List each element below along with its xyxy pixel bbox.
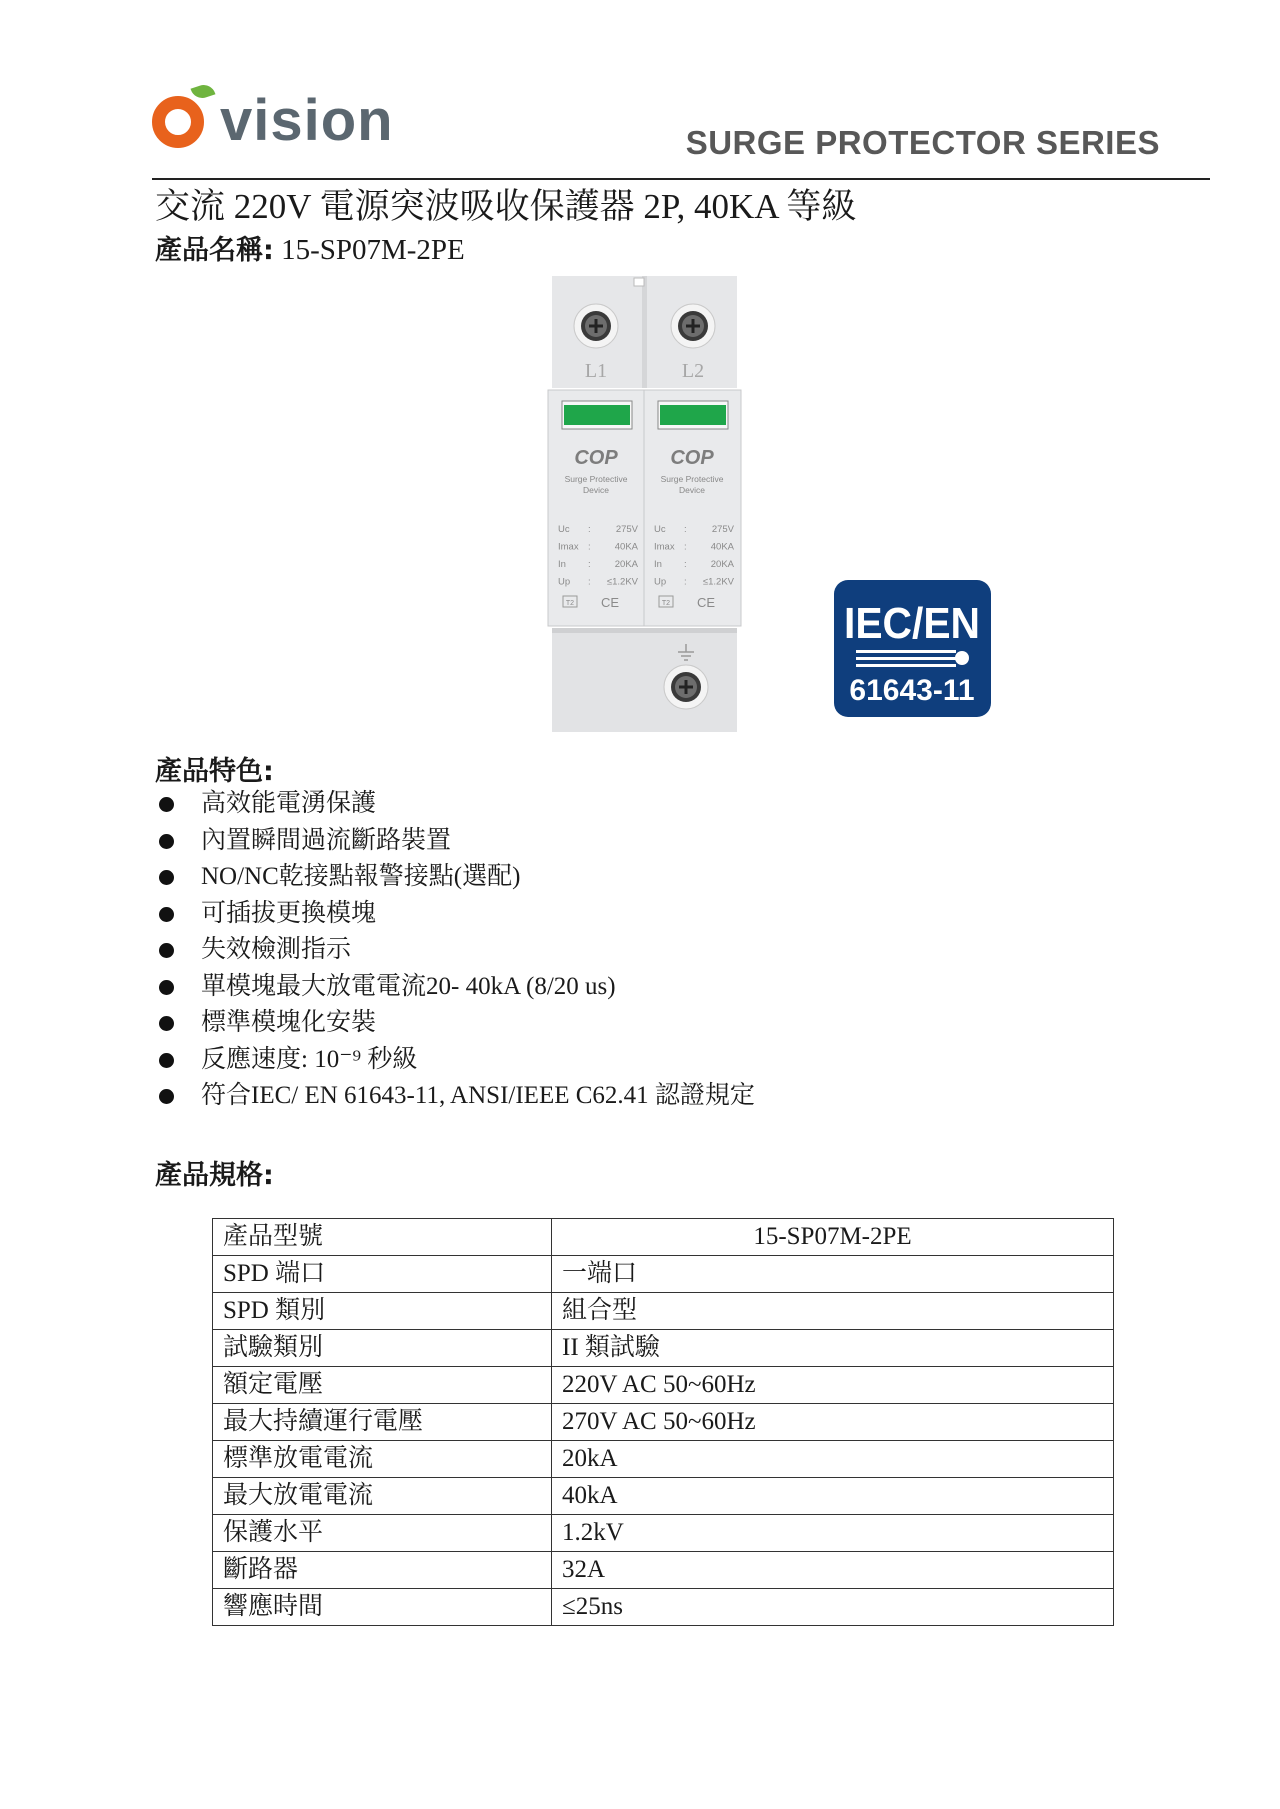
module-spec-key: Up bbox=[654, 576, 667, 588]
feature-text: 內置瞬間過流斷路裝置 bbox=[201, 826, 452, 854]
logo-ring-icon bbox=[152, 96, 204, 148]
table-row bbox=[213, 1589, 1114, 1626]
feature-text: 失效檢測指示 bbox=[201, 936, 352, 963]
module-spec-sep: : bbox=[684, 541, 687, 553]
module-spec-value: ≤1.2KV bbox=[606, 576, 638, 588]
table-row bbox=[213, 1256, 1114, 1293]
screw-icon bbox=[671, 304, 715, 348]
ce-mark-icon: CE bbox=[696, 595, 716, 610]
module-spec-key: Up bbox=[558, 576, 571, 588]
bullet-icon bbox=[159, 834, 174, 849]
spec-value: 20kA bbox=[552, 1441, 1114, 1478]
table-row bbox=[213, 1515, 1114, 1552]
module-spec-value: 275V bbox=[615, 524, 638, 535]
product-photo bbox=[546, 274, 743, 734]
badge-line2: 61643-11 bbox=[849, 674, 975, 707]
bullet-icon bbox=[159, 870, 174, 885]
feature-item bbox=[155, 969, 1155, 1006]
features-heading: 產品特色: bbox=[155, 756, 274, 787]
module-spec-sep: : bbox=[588, 541, 591, 553]
spec-value: 40kA bbox=[552, 1478, 1114, 1515]
bullet-icon bbox=[159, 1089, 174, 1104]
status-indicator bbox=[564, 405, 630, 425]
spec-key: 響應時間 bbox=[213, 1589, 552, 1626]
spd-module bbox=[548, 390, 645, 626]
module-spec-key: Imax bbox=[558, 541, 579, 553]
spec-key: 最大放電電流 bbox=[213, 1478, 552, 1515]
product-name-value: 15-SP07M-2PE bbox=[281, 234, 465, 266]
spec-key: 產品型號 bbox=[213, 1219, 552, 1256]
spec-key: 標準放電電流 bbox=[213, 1441, 552, 1478]
module-spec-sep: : bbox=[684, 576, 687, 588]
badge-line1: IEC/EN bbox=[844, 599, 980, 648]
module-spec-sep: : bbox=[684, 524, 687, 535]
module-brand: COP bbox=[670, 447, 714, 469]
product-name bbox=[155, 230, 465, 271]
spec-heading: 產品規格: bbox=[155, 1160, 274, 1191]
feature-item bbox=[155, 786, 1155, 823]
logo-text: vision bbox=[220, 88, 394, 153]
feature-text: 高效能電湧保護 bbox=[201, 790, 377, 817]
feature-text: 標準模塊化安裝 bbox=[201, 1009, 377, 1036]
table-row bbox=[213, 1330, 1114, 1367]
spec-key: 斷路器 bbox=[213, 1552, 552, 1589]
ce-mark-icon: CE bbox=[600, 595, 620, 610]
spec-value: 220V AC 50~60Hz bbox=[552, 1367, 1114, 1404]
feature-item bbox=[155, 1042, 1155, 1079]
bullet-icon bbox=[159, 943, 174, 958]
feature-text: 反應速度: 10⁻⁹ 秒級 bbox=[201, 1045, 418, 1073]
document-title: 交流 220V 電源突波吸收保護器 2P, 40KA 等級 bbox=[155, 187, 857, 226]
spec-value: 270V AC 50~60Hz bbox=[552, 1404, 1114, 1441]
spec-value: II 類試驗 bbox=[552, 1330, 1114, 1367]
module-spec-key: Imax bbox=[654, 541, 675, 553]
terminal-label-l2: L2 bbox=[681, 360, 705, 382]
table-row bbox=[213, 1367, 1114, 1404]
module-spec-key: In bbox=[654, 559, 662, 570]
module-spec-sep: : bbox=[588, 524, 591, 535]
header-divider bbox=[152, 178, 1210, 180]
feature-text: NO/NC乾接點報警接點(選配) bbox=[201, 863, 521, 890]
module-spec-value: 20KA bbox=[710, 559, 734, 570]
module-spec-value: 40KA bbox=[710, 541, 734, 553]
status-indicator bbox=[660, 405, 726, 425]
feature-item bbox=[155, 932, 1155, 969]
table-row bbox=[213, 1478, 1114, 1515]
module-spec-value: 275V bbox=[711, 524, 734, 535]
class-mark: T2 bbox=[661, 600, 671, 607]
module-desc-line2: Device bbox=[679, 485, 705, 495]
table-row bbox=[213, 1441, 1114, 1478]
module-spec-key: In bbox=[558, 559, 566, 570]
product-name-label: 產品名稱: bbox=[155, 235, 274, 266]
module-spec-sep: : bbox=[588, 576, 591, 588]
table-row bbox=[213, 1552, 1114, 1589]
module-brand: COP bbox=[574, 447, 618, 469]
table-row bbox=[213, 1404, 1114, 1441]
feature-item bbox=[155, 1078, 1155, 1115]
features-list bbox=[155, 786, 1155, 1115]
module-spec-value: 20KA bbox=[614, 559, 638, 570]
module-desc-line1: Surge Protective bbox=[564, 474, 628, 484]
spec-key: SPD 端口 bbox=[213, 1256, 552, 1293]
spec-value: ≤25ns bbox=[552, 1589, 1114, 1626]
spd-module bbox=[644, 390, 741, 626]
spec-value: 32A bbox=[552, 1552, 1114, 1589]
bullet-icon bbox=[159, 797, 174, 812]
brand-logo bbox=[152, 82, 412, 162]
series-title: SURGE PROTECTOR SERIES bbox=[685, 124, 1160, 161]
module-desc-line1: Surge Protective bbox=[660, 474, 724, 484]
terminal-label-l1: L1 bbox=[584, 360, 608, 382]
spec-value: 一端口 bbox=[552, 1256, 1114, 1293]
feature-item bbox=[155, 823, 1155, 860]
spec-value: 組合型 bbox=[552, 1293, 1114, 1330]
module-spec-sep: : bbox=[588, 559, 591, 570]
bullet-icon bbox=[159, 907, 174, 922]
iec-en-certification-badge bbox=[834, 580, 991, 717]
bullet-icon bbox=[159, 1053, 174, 1068]
logo-leaf-icon bbox=[191, 82, 216, 101]
module-desc-line2: Device bbox=[583, 485, 609, 495]
class-mark: T2 bbox=[565, 600, 575, 607]
feature-item bbox=[155, 896, 1155, 933]
feature-item bbox=[155, 1005, 1155, 1042]
bullet-icon bbox=[159, 1016, 174, 1031]
module-spec-sep: : bbox=[684, 559, 687, 570]
screw-icon bbox=[574, 304, 618, 348]
spec-key: 試驗類別 bbox=[213, 1330, 552, 1367]
bullet-icon bbox=[159, 980, 174, 995]
table-row bbox=[213, 1219, 1114, 1256]
screw-icon bbox=[664, 665, 708, 709]
spec-key: 最大持續運行電壓 bbox=[213, 1404, 552, 1441]
module-spec-value: ≤1.2KV bbox=[702, 576, 734, 588]
feature-text: 可插拔更換模塊 bbox=[201, 899, 377, 927]
module-spec-key: Uc bbox=[654, 524, 666, 535]
spec-value: 1.2kV bbox=[552, 1515, 1114, 1552]
feature-text: 符合IEC/ EN 61643-11, ANSI/IEEE C62.41 認證規定 bbox=[201, 1082, 755, 1109]
spec-key: 保護水平 bbox=[213, 1515, 552, 1552]
module-spec-key: Uc bbox=[558, 524, 570, 535]
spec-table bbox=[212, 1218, 1114, 1626]
module-spec-value: 40KA bbox=[614, 541, 638, 553]
spec-value: 15-SP07M-2PE bbox=[552, 1219, 1114, 1256]
spec-key: SPD 類別 bbox=[213, 1293, 552, 1330]
spec-key: 額定電壓 bbox=[213, 1367, 552, 1404]
feature-item bbox=[155, 859, 1155, 896]
feature-text: 單模塊最大放電電流20- 40kA (8/20 us) bbox=[201, 972, 616, 1000]
table-row bbox=[213, 1293, 1114, 1330]
